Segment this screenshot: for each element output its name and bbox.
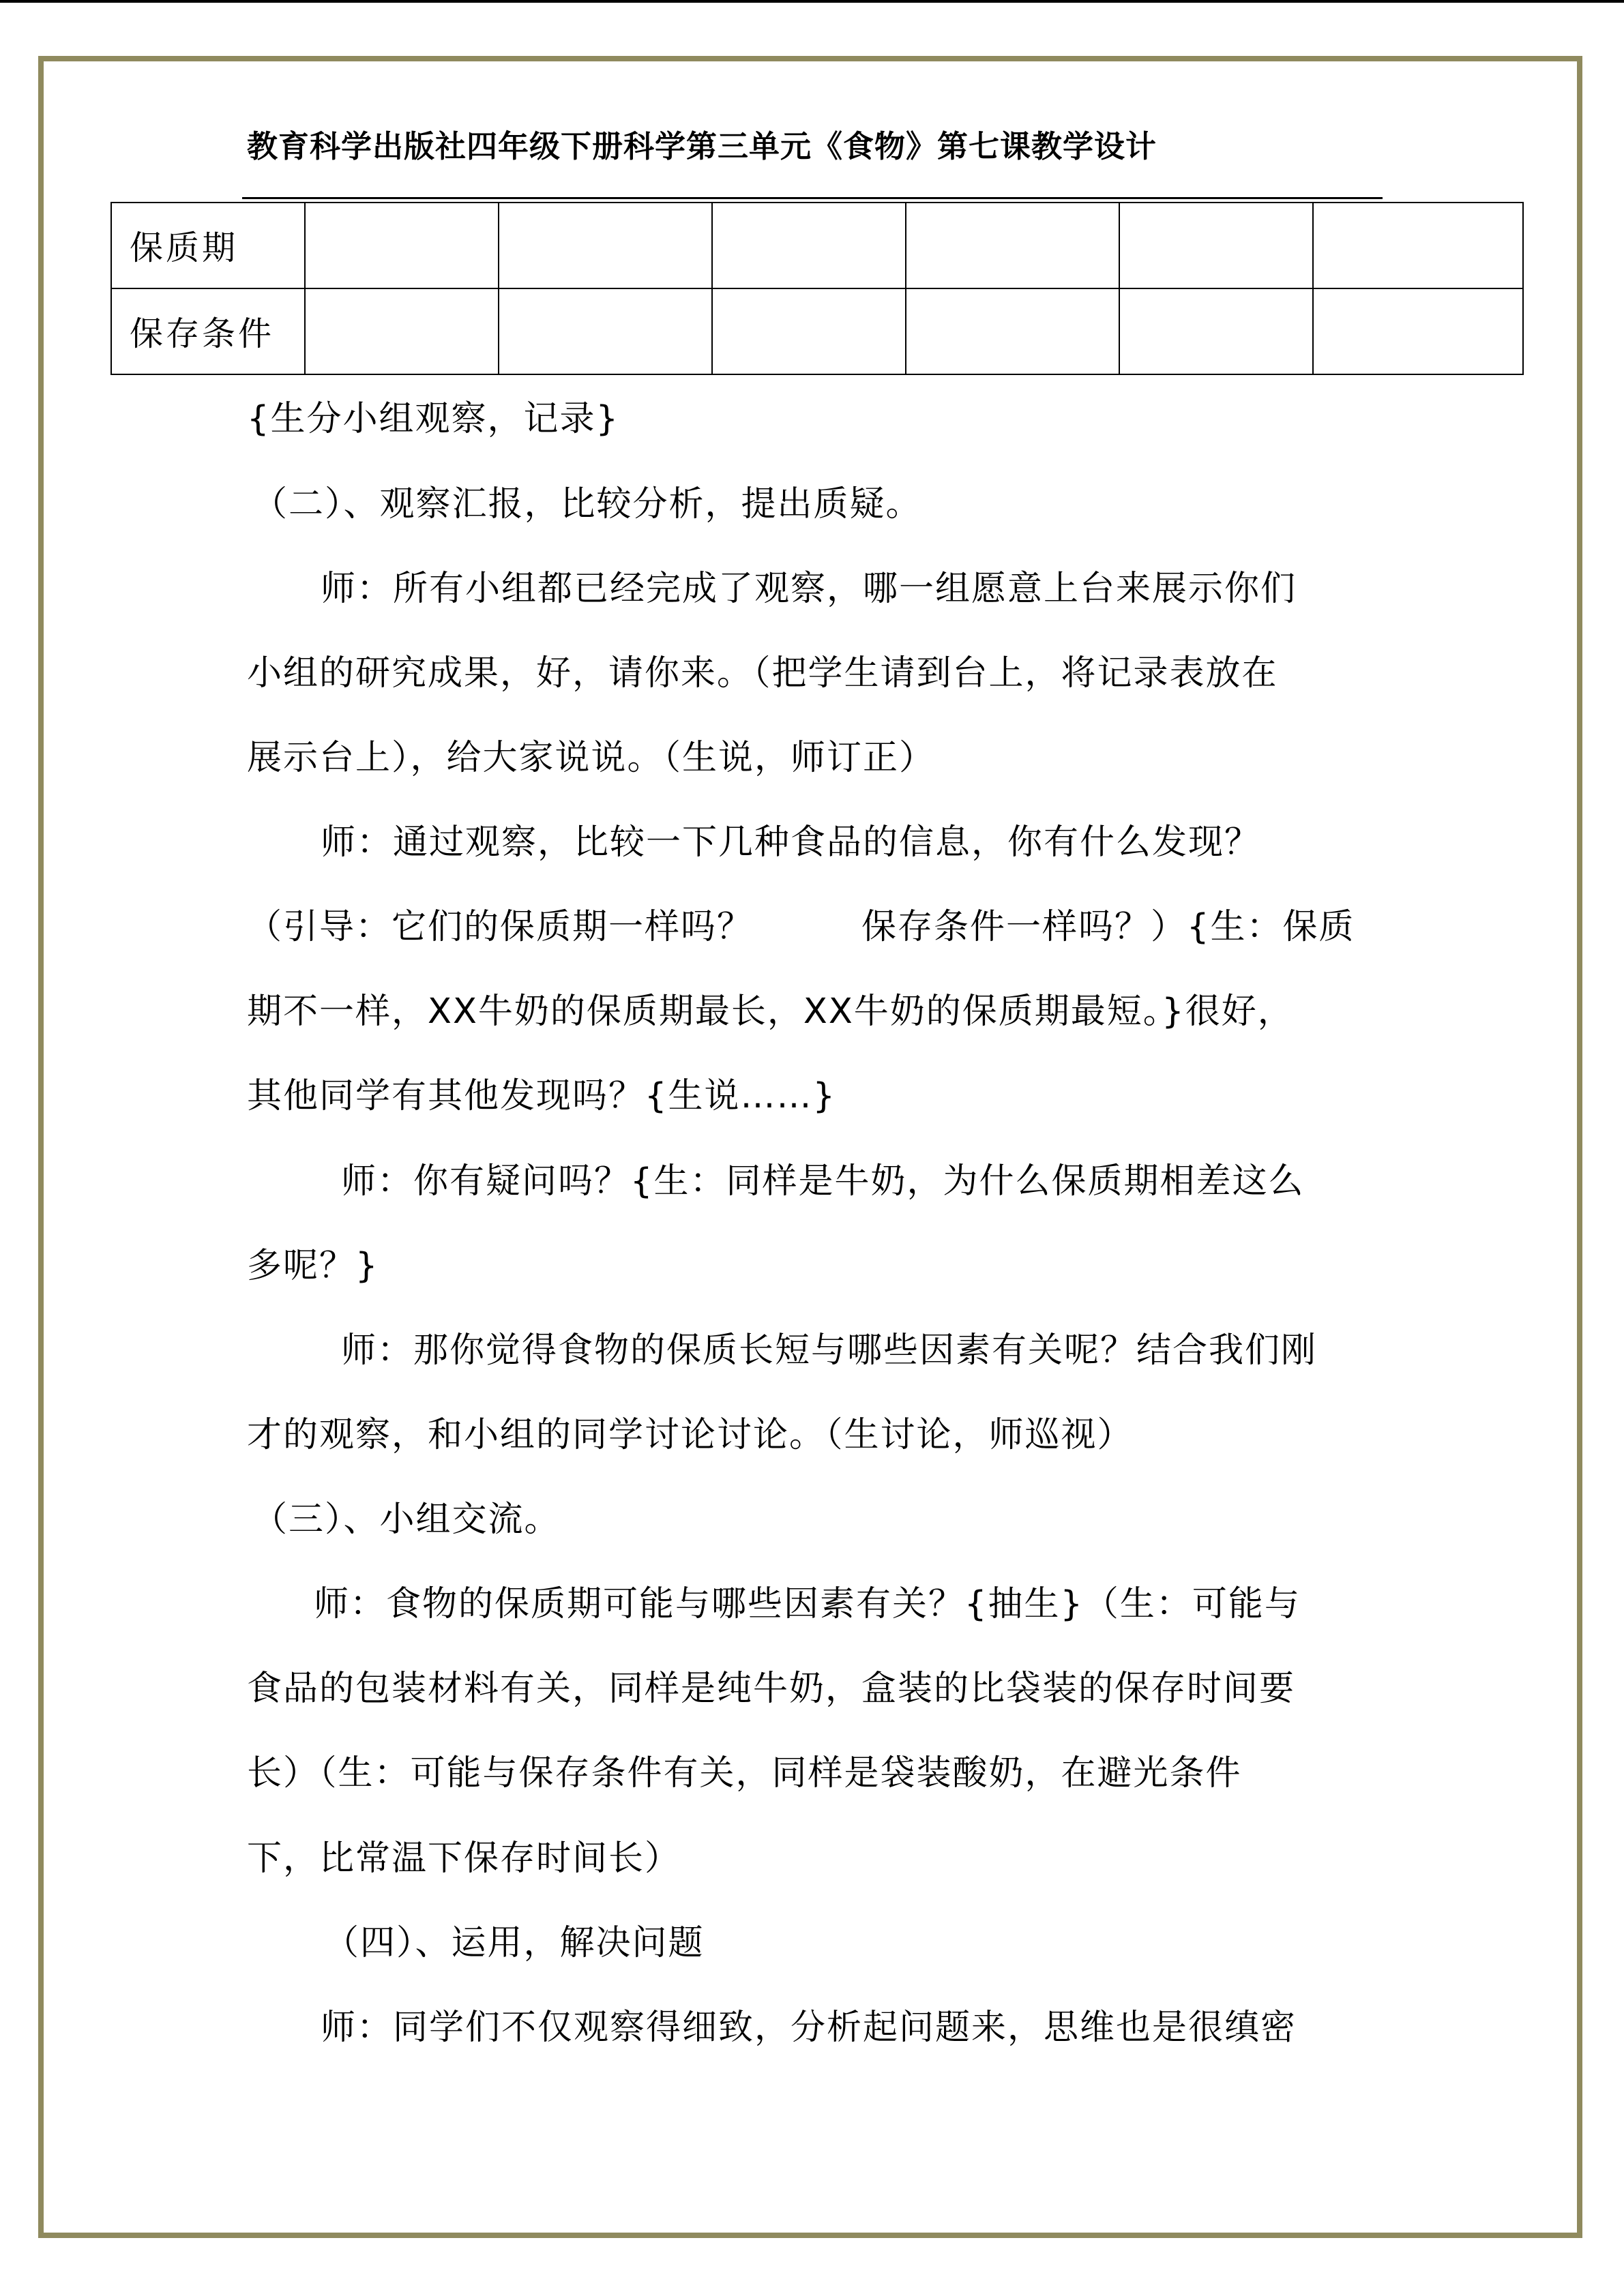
table-cell xyxy=(305,203,499,288)
table-cell xyxy=(499,203,712,288)
text-line: 下，比常温下保存时间长） xyxy=(247,1838,681,1879)
table-cell xyxy=(305,288,499,374)
table-cell xyxy=(906,203,1119,288)
table-cell xyxy=(1313,288,1523,374)
table-row xyxy=(111,203,1523,288)
table-row xyxy=(111,288,1523,374)
table-cell xyxy=(499,288,712,374)
section-heading: （三）、小组交流。 xyxy=(252,1500,561,1540)
text-line: 师：同学们不仅观察得细致，分析起问题来，思维也是很缜密 xyxy=(321,2008,1297,2048)
text-line: 食品的包装材料有关，同样是纯牛奶，盒装的比袋装的保存时间要 xyxy=(247,1669,1296,1709)
page-top-border xyxy=(0,0,1624,3)
text-line: 其他同学有其他发现吗？{生说……} xyxy=(247,1076,836,1116)
text-line: {生分小组观察，记录} xyxy=(247,399,619,439)
row-label-storage-conditions: 保存条件 xyxy=(111,288,305,374)
row-label-shelf-life: 保质期 xyxy=(111,203,305,288)
table-cell xyxy=(1313,203,1523,288)
table-cell xyxy=(1119,203,1313,288)
text-line: 长）（生：可能与保存条件有关，同样是袋装酸奶，在避光条件 xyxy=(247,1753,1242,1793)
record-table xyxy=(110,202,1524,375)
text-line: 小组的研究成果，好，请你来。（把学生请到台上，将记录表放在 xyxy=(247,653,1278,694)
section-heading: （四）、运用，解决问题 xyxy=(324,1923,705,1963)
text-line: 师：通过观察，比较一下几种食品的信息，你有什么发现？ xyxy=(321,822,1261,863)
text-line: 展示台上），给大家说说。（生说，师订正） xyxy=(247,738,936,778)
table-cell xyxy=(906,288,1119,374)
table-cell xyxy=(1119,288,1313,374)
document-title: 教育科学出版社四年级下册科学第三单元《食物》第七课教学设计 xyxy=(247,128,1157,164)
text-line: （引导：它们的保质期一样吗？ 保存条件一样吗？）{生：保质 xyxy=(247,907,1355,947)
text-line: 师：食物的保质期可能与哪些因素有关？{抽生}（生：可能与 xyxy=(314,1584,1301,1624)
text-line: 多呢？} xyxy=(247,1246,379,1286)
section-heading: （二）、观察汇报，比较分析，提出质疑。 xyxy=(252,484,922,524)
text-line: 师：那你觉得食物的保质长短与哪些因素有关呢？结合我们刚 xyxy=(341,1330,1318,1371)
text-line: 期不一样，XX牛奶的保质期最长，XX牛奶的保质期最短。}很好， xyxy=(247,992,1294,1032)
header-rule xyxy=(242,197,1383,199)
table-cell xyxy=(712,288,906,374)
text-line: 才的观察，和小组的同学讨论讨论。（生讨论，师巡视） xyxy=(247,1415,1134,1455)
text-line: 师：所有小组都已经完成了观察，哪一组愿意上台来展示你们 xyxy=(321,569,1297,609)
text-line: 师：你有疑问吗？{生：同样是牛奶，为什么保质期相差这么 xyxy=(341,1161,1305,1202)
page-frame xyxy=(38,56,1582,2238)
table-cell xyxy=(712,203,906,288)
